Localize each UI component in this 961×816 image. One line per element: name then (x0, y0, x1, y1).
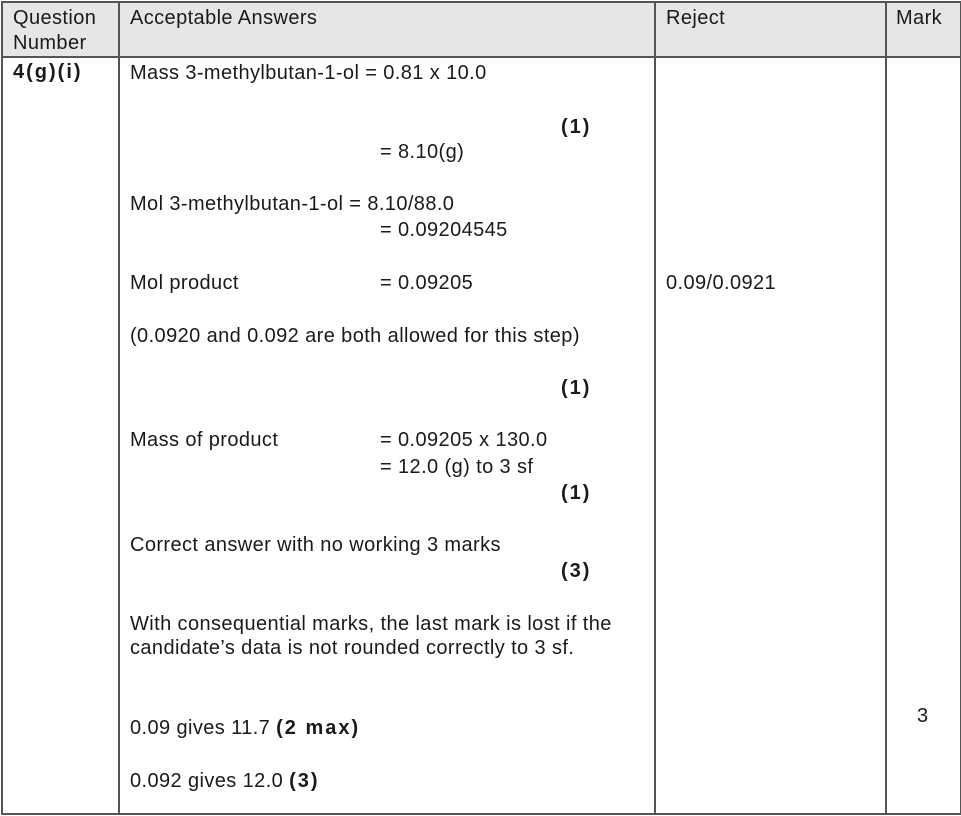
answer-line-final: = 12.0 (g) to 3 sf (380, 456, 534, 478)
reject-value: 0.09/0.0921 (666, 272, 777, 294)
answer-line-mass-product-value: = 0.09205 x 130.0 (380, 429, 548, 451)
example-line-1: 0.09 gives 11.7 (2 max) (130, 717, 361, 739)
note-allowed-values: (0.0920 and 0.092 are both allowed for this step) (130, 325, 580, 347)
reject-cell (655, 57, 886, 814)
note-consequential-marks: With consequential marks, the last mark is lost if the candidate’s data is not rounded correctly to 3 sf. (130, 613, 612, 659)
example-line-2: 0.092 gives 12.0 (3) (130, 770, 320, 792)
question-number: 4(g)(i) (13, 61, 83, 83)
answer-line-mass: Mass 3-methylbutan-1-ol = 0.81 x 10.0 (130, 62, 487, 84)
answer-line-mol: Mol 3-methylbutan-1-ol = 8.10/88.0 (130, 193, 455, 215)
header-question-number: Question Number (2, 2, 119, 57)
mark-scheme-table (1, 1, 961, 815)
mark-2: (1) (561, 377, 592, 399)
answer-line-mass-product-label: Mass of product (130, 429, 279, 451)
answer-line-mass-result: = 8.10(g) (380, 141, 465, 163)
mark-cell (886, 57, 961, 814)
mark-3: (1) (561, 482, 592, 504)
acceptable-answers-cell (119, 57, 655, 814)
answer-line-no-working: Correct answer with no working 3 marks (130, 534, 501, 556)
answer-line-mol-product-label: Mol product (130, 272, 239, 294)
header-mark: Mark (886, 2, 961, 57)
header-acceptable-answers: Acceptable Answers (119, 2, 655, 57)
answer-row (2, 57, 961, 814)
mark-1: (1) (561, 116, 592, 138)
mark-4: (3) (561, 560, 592, 582)
header-reject: Reject (655, 2, 886, 57)
header-row (2, 2, 961, 57)
question-number-cell (2, 57, 119, 814)
answer-line-mol-product-value: = 0.09205 (380, 272, 474, 294)
total-mark: 3 (917, 705, 929, 727)
answer-line-mol-result: = 0.09204545 (380, 219, 508, 241)
